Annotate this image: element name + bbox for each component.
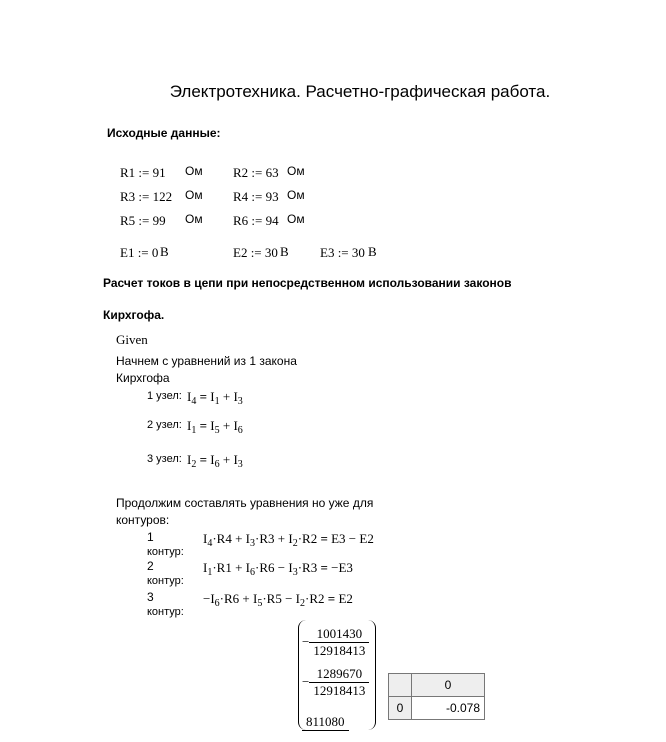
loop-label: контур: <box>147 546 184 558</box>
section-heading: Расчет токов в цепи при непосредственном использовании законов <box>103 276 512 290</box>
result-row-value: -0.078 <box>412 697 485 720</box>
param-unit: Ом <box>287 188 305 202</box>
node-label: 2 узел: <box>147 419 182 431</box>
loop-number: 3 <box>147 590 154 604</box>
matrix-entry: − $\frac{1001430}{12918413}$ <box>299 622 375 662</box>
matrix-entry: − $\frac{1289670}{12918413}$ <box>299 662 375 702</box>
loop-number: 2 <box>147 559 154 573</box>
param-expr: E3 := 30 <box>320 245 365 260</box>
kirchhoff1-intro-cont: Кирхгофа <box>116 371 170 385</box>
param-unit: Ом <box>185 188 203 202</box>
param-expr: R3 := 122 <box>120 189 173 204</box>
page-title: Электротехника. Расчетно-графическая работа. <box>169 82 551 101</box>
node-equation: $I_1 = I_5 + I_6$ <box>187 418 243 436</box>
param-expr: E1 := 0 <box>120 245 159 260</box>
node-label: 3 узел: <box>147 453 182 465</box>
param-expr: R4 := 93 <box>233 189 279 204</box>
param-unit: Ом <box>185 164 203 178</box>
given-keyword: Given <box>116 332 148 347</box>
param-unit: B <box>160 244 169 259</box>
result-table <box>388 673 485 720</box>
param-unit: B <box>368 244 377 259</box>
param-expr: R1 := 91 <box>120 165 166 180</box>
param-unit: Ом <box>287 164 305 178</box>
section-heading-cont: Кирхгофа. <box>103 308 165 322</box>
param-expr: R6 := 94 <box>233 213 279 228</box>
param-unit: Ом <box>185 212 203 226</box>
loop-equation: $-I_6\cdot R6 + I_5\cdot R5 - I_2\cdot R2 = E2$ <box>203 591 353 609</box>
node-label: 1 узел: <box>147 390 182 402</box>
result-row-index: 0 <box>389 697 412 720</box>
param-expr: R5 := 99 <box>120 213 166 228</box>
param-expr: R2 := 63 <box>233 165 279 180</box>
loop-label: контур: <box>147 606 184 618</box>
matrix-entry: 811080 <box>299 702 375 742</box>
loop-equation: $I_1\cdot R1 + I_6\cdot R6 - I_3\cdot R3 = -E3$ <box>203 560 353 578</box>
loop-number: 1 <box>147 530 154 544</box>
param-unit: Ом <box>287 212 305 226</box>
node-equation: $I_4 = I_1 + I_3$ <box>187 389 243 407</box>
loops-intro-cont: контуров: <box>116 513 170 527</box>
loops-intro: Продолжим составлять уравнения но уже для <box>116 496 374 510</box>
solution-matrix <box>298 620 376 730</box>
result-col-header: 0 <box>412 674 485 697</box>
loop-equation: $I_4\cdot R4 + I_3\cdot R3 + I_2\cdot R2 = E3 - E2$ <box>203 531 374 549</box>
loop-label: контур: <box>147 575 184 587</box>
kirchhoff1-intro: Начнем с уравнений из 1 закона <box>116 354 297 368</box>
param-unit: B <box>280 244 289 259</box>
param-expr: E2 := 30 <box>233 245 278 260</box>
node-equation: $I_2 = I_6 + I_3$ <box>187 452 243 470</box>
source-heading: Исходные данные: <box>107 126 221 140</box>
